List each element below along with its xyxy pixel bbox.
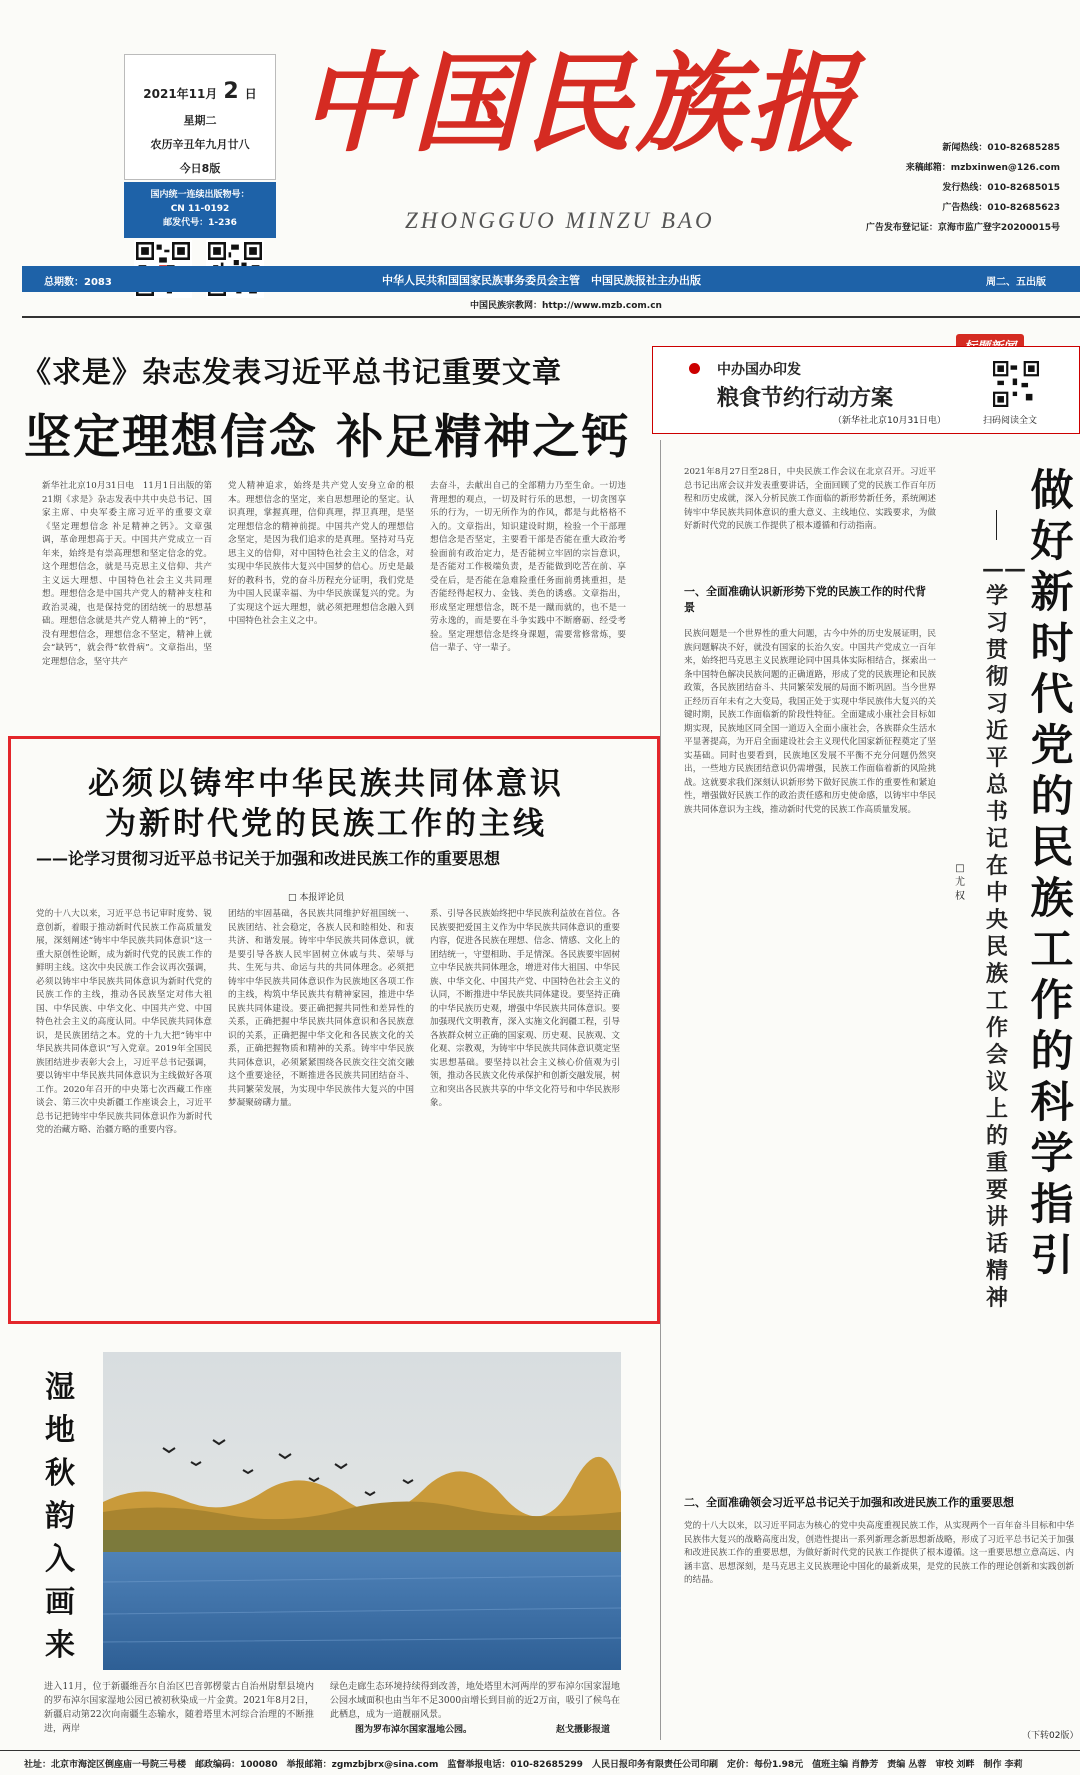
continued-note: （下转02版） xyxy=(1022,1731,1079,1741)
photo-vertical-title: 湿地秋韵入画来 xyxy=(45,1370,75,1663)
lead-headline: 坚定理想信念 补足精神之钙 xyxy=(24,410,631,465)
cn-line-2: CN 11-0192 xyxy=(170,204,230,214)
news-hotline: 新闻热线：010-82685285 xyxy=(942,143,1060,153)
news-kicker: 中办国办印发 xyxy=(717,362,801,378)
wetland-photo xyxy=(103,1352,621,1670)
right-section-1-title: 一、全面准确认识新形势下党的民族工作的时代背景 xyxy=(684,585,926,614)
submission-email: 来稿邮箱：mzbxinwen@126.com xyxy=(905,163,1060,173)
right-vertical-subtitle: ——学习贯彻习近平总书记在中央民族工作会议上的重要讲话精神 xyxy=(982,556,1026,1311)
sponsor-line: 中华人民共和国国家民族事务委员会主管 中国民族报社主办出版 xyxy=(382,274,701,287)
column-divider xyxy=(660,440,661,1740)
masthead-blue-bar xyxy=(22,266,1080,292)
right-vertical-byline: □ 尤权 xyxy=(955,863,965,902)
photo-caption-label: 图为罗布淖尔国家湿地公园。 xyxy=(355,1725,473,1735)
qr-code-icon[interactable] xyxy=(993,361,1039,407)
right-body-2: 党的十八大以来，以习近平同志为核心的党中央高度重视民族工作，从实现两个一百年奋斗目标和中华民族伟大复兴的战略高度出发，创造性提出一系列新理念新思想新战略，形成了习近平总书记关于加强和改进民族工作的重要思想，为做好新时代党的民族工作提供了根本遵循。这一重要思想立意高远、内涵丰富、思想深刻，是马克思主义民族理论中国化的最新成果，是党的民族工作的理论创新和实践创新的结晶。 xyxy=(684,1521,1074,1585)
lunar-date: 农历辛丑年九月廿八 xyxy=(150,138,250,151)
feature-column-3: 系、引导各民族始终把中华民族利益放在首位。各民族要把爱国主义作为中华民族共同体意识的重要内容，促进各民族在理想、信念、情感、文化上的团结统一，守望相助、手足情深。各民族要牢固树立中华民族共同体理念，增进对伟大祖国、中华民族、中华文化、中国共产党、中国特色社会主义的认同，不断推进中华民族共同体建设。要坚持正确的中华民族历史观，增强中华民族共同体意识。要加强现代文明教育，深入实施文化润疆工程，引导各族群众树立正确的国家观、历史观、民族观、文化观、宗教观，为铸牢中华民族共同体意识奠定坚实思想基础。要坚持以社会主义核心价值观为引领，推动各民族文化传承保护和创新交融发展，树立和突出各民族共享的中华文化符号和中华民族形象。 xyxy=(430,909,620,1108)
lead-kicker: 《求是》杂志发表习近平总书记重要文章 xyxy=(22,355,563,389)
lead-column-3: 去奋斗，去献出自己的全部精力乃至生命。一切违背理想的观点，一切及时行乐的思想，一切贪图享乐的行为，一切无所作为的作风，都是与此格格不入的。文章指出，知识建设时期，检验一个干部理想信念是否坚定，主要看干部是否能在重大政治考验面前有政治定力，是否能树立牢固的宗旨意识，是否能对工作极端负责，是否能做到吃苦在前、享受在后，是否能在急难险重任务面前勇挑重担，是否能经得起权力、金钱、美色的诱惑。文章指出，形成坚定理想信念，既不是一蹴而就的，也不是一劳永逸的，而是要在斗争实践中不断磨砺、经受考验。坚定理想信念是终身课题，需要常修常炼，要信一辈子、守一辈子。 xyxy=(430,481,626,653)
feature-byline: □ 本报评论员 xyxy=(288,893,345,903)
cn-line-1: 国内统一连续出版物号： xyxy=(150,190,250,200)
photo-caption-right: 绿色走廊生态环境持续得到改善，地处塔里木河两岸的罗布淖尔国家湿地公园水域面积也由当年不足3000亩增长到目前的近2万亩，吸引了候鸟在此栖息，成为一道靓丽风景。 xyxy=(330,1682,620,1720)
headline-news-box[interactable] xyxy=(652,346,1080,434)
weekday: 星期二 xyxy=(183,114,217,127)
publication-number-box xyxy=(124,182,276,238)
feature-column-2: 团结的牢固基础，各民族共同维护好祖国统一、民族团结、社会稳定，各族人民和睦相处、和衷共济、和谐发展。铸牢中华民族共同体意识，就是要引导各族人民牢固树立休戚与共、荣辱与共、生死与共、命运与共的共同体理念。必须把铸牢中华民族共同体意识作为民族地区各项工作的主线，构筑中华民族共有精神家园，推进中华民族共同体建设。要正确把握共同性和差异性的关系，正确把握中华民族共同体意识和各民族意识的关系，正确把握中华文化和各民族文化的关系，正确把握物质和精神的关系。铸牢中华民族共同体意识，必须紧紧围绕各民族交往交流交融这个重要途径，不断推进各民族共同团结奋斗、共同繁荣发展，为实现中华民族伟大复兴的中国梦凝聚磅礴力量。 xyxy=(228,909,414,1108)
distribution-hotline: 发行热线：010-82685015 xyxy=(942,183,1060,193)
feature-column-1: 党的十八大以来，习近平总书记审时度势、锐意创新，着眼于推动新时代民族工作高质量发展，深刻阐述“铸牢中华民族共同体意识”这一重大原创性论断，成为新时代党的民族工作的鲜明主线。这次中央民族工作会议再次强调，必须以铸牢中华民族共同体意识为新时代党的民族工作的主线，推动各民族坚定对伟大祖国、中华民族、中华文化、中国共产党、中国特色社会主义的高度认同。中华民族共同体意识，是民族团结之本。党的十九大把“铸牢中华民族共同体意识”写入党章。2019年全国民族团结进步表彰大会上，习近平总书记强调，要以铸牢中华民族共同体意识为主线做好各项工作。2020年召开的中央第七次西藏工作座谈会、第三次中央新疆工作座谈会上，习近平总书记把铸牢中华民族共同体意识作为新时代党的治藏方略、治疆方略的重要内容。 xyxy=(36,909,212,1135)
website-link[interactable]: 中国民族宗教网：http://www.mzb.com.cn xyxy=(470,301,662,311)
right-body-1: 民族问题是一个世界性的重大问题，古今中外的历史发展证明，民族问题解决不好，就没有国家的长治久安。中国共产党成立一百年来，始终把马克思主义民族理论同中国具体实际相结合，探索出一条中国特色解决民族问题的正确道路，形成了党的民族理论和民族政策，各民族团结奋斗、共同繁荣发展的局面不断巩固。当今世界正经历百年未有之大变局，我国正处于实现中华民族伟大复兴的关键时期，民族工作面临新的阶段性特征。全面建成小康社会目标如期实现，民族地区同全国一道迈入全面小康社会，各族群众生活水平显著提高，为开启全面建设社会主义现代化国家新征程奠定了坚实基础。同时也要看到，民族地区发展不平衡不充分问题仍然突出，一些地方民族团结意识仍需增强，民族工作面临着新的风险挑战。这就要求我们深刻认识新形势下做好民族工作的重要性和紧迫性，增强做好民族工作的政治责任感和历史使命感，以铸牢中华民族共同体意识为主线，推动新时代党的民族工作高质量发展。 xyxy=(684,629,936,815)
photo-caption-left: 进入11月，位于新疆维吾尔自治区巴音郭楞蒙古自治州尉犁县境内的罗布淖尔国家湿地公园已被初秋染成一片金黄。2021年8月2日，新疆启动第22次向南疆生态输水，随着塔里木河综合治理的不断推进，两岸 xyxy=(44,1682,314,1734)
bullet-icon xyxy=(689,363,700,374)
publication-days: 周二、五出版 xyxy=(986,277,1046,288)
dash-decoration xyxy=(996,510,997,540)
date-box xyxy=(124,54,276,180)
ad-license: 广告发布登记证：京海市监广登字20200015号 xyxy=(865,223,1060,233)
footer-imprint: 社址：北京市海淀区倒座庙一号院三号楼 邮政编码：100080 举报邮箱：zgmzbjbrx@sina.com 监督举报电话：010-82685299 人民日报印务有限责任公司印刷 定价：每份1.98元 值班主编 肖静芳 责编 丛蓉 审校 刘畔 制作 李莉 xyxy=(0,1750,1080,1775)
lead-column-2: 党人精神追求，始终是共产党人安身立命的根本。理想信念的坚定，来自思想理论的坚定。认识真理，掌握真理，信仰真理，捍卫真理，是坚定理想信念的精神前提。中国共产党人的理想信念坚定，是因为我们追求的是真理。坚持对马克思主义的信仰，对中国特色社会主义的信念，对实现中华民族伟大复兴中国梦的信心。历史是最好的教科书，党的奋斗历程充分证明，我们党是为中国人民谋幸福、为中华民族谋复兴的党。为了实现这个远大理想，就必须把理想信念融入到中国特色社会主义之中。 xyxy=(228,481,414,626)
news-headline[interactable]: 粮食节约行动方案 xyxy=(717,386,894,411)
newspaper-pinyin: ZHONGGUO MINZU BAO xyxy=(405,208,715,233)
issue-number: 总期数：2083 xyxy=(44,277,112,288)
news-source: （新华社北京10月31日电） xyxy=(833,416,946,426)
right-vertical-headline: 做好新时代党的民族工作的科学指引 xyxy=(1030,466,1074,1281)
right-intro: 2021年8月27日至28日，中央民族工作会议在北京召开。习近平总书记出席会议并发表重要讲话，全面回顾了党的民族工作百年历程和历史成就，深入分析民族工作面临的新形势新任务，系统阐述铸牢中华民族共同体意识的重大意义、主线地位、实践要求，为做好新时代党的民族工作提供了根本遵循和行动指南。 xyxy=(684,467,936,531)
page-count: 今日8版 xyxy=(179,162,221,175)
cn-line-3: 邮发代号：1-236 xyxy=(163,218,237,228)
photo-credit: 赵戈摄影报道 xyxy=(556,1725,611,1735)
divider xyxy=(22,316,1080,318)
right-section-2-title: 二、全面准确领会习近平总书记关于加强和改进民族工作的重要思想 xyxy=(684,1496,1014,1509)
feature-subtitle: ——论学习贯彻习近平总书记关于加强和改进民族工作的重要思想 xyxy=(36,849,501,868)
newspaper-logo: 中国民族报 xyxy=(300,41,861,167)
lead-column-1: 新华社北京10月31日电 11月1日出版的第21期《求是》杂志发表中共中央总书记、国家主席、中央军委主席习近平的重要文章《坚定理想信念 补足精神之钙》。文章强调，革命理想高于天。中国共产党成立一百年来，始终是有崇高理想和坚定信念的党。这个理想信念，就是马克思主义信仰、共产主义远大理想、中国特色社会主义共同理想。理想信念是中国共产党人的精神支柱和政治灵魂，也是保持党的团结统一的思想基础。理想信念就是共产党人精神上的“钙”，没有理想信念，理想信念不坚定，精神上就会“缺钙”，就会得“软骨病”。文章指出，坚定理想信念，坚守共产 xyxy=(42,481,212,667)
contact-info xyxy=(866,138,1060,238)
feature-headline-line-1: 必须以铸牢中华民族共同体意识 xyxy=(88,766,564,802)
date-line: 2021年11月 2 日 xyxy=(143,79,257,104)
ads-hotline: 广告热线：010-82685623 xyxy=(942,203,1060,213)
qr-label: 扫码阅读全文 xyxy=(983,416,1038,426)
feature-headline-line-2: 为新时代党的民族工作的主线 xyxy=(105,806,547,842)
